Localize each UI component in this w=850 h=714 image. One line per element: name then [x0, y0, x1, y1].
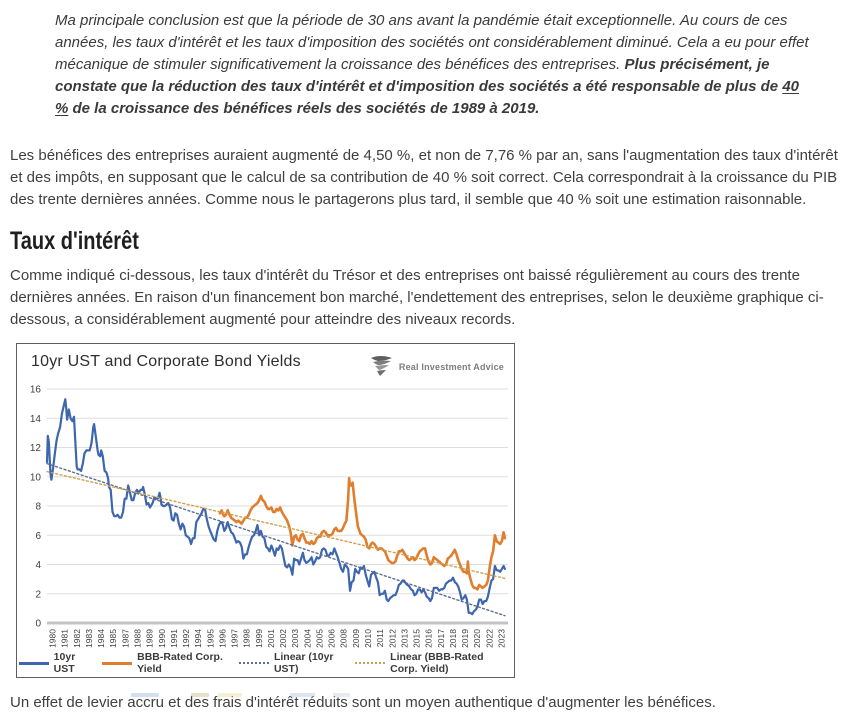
svg-text:2002: 2002: [278, 629, 289, 648]
svg-text:2012: 2012: [387, 629, 398, 648]
svg-text:1988: 1988: [132, 629, 143, 648]
legend-label: BBB-Rated Corp. Yield: [137, 651, 223, 675]
series-linear-bbb-corp: [47, 472, 505, 579]
chart-logo: [368, 355, 504, 379]
svg-text:2023: 2023: [496, 629, 507, 648]
svg-text:1987: 1987: [120, 629, 131, 648]
cutoff-text-fragment: [191, 693, 209, 697]
series-10yr-ust: [47, 399, 505, 614]
svg-text:2001: 2001: [265, 629, 276, 648]
svg-text:2016: 2016: [423, 629, 434, 648]
legend-item-linear-10yr-ust: [239, 651, 342, 675]
legend-label: Linear (10yr UST): [273, 651, 334, 675]
svg-text:6: 6: [35, 530, 41, 542]
svg-text:12: 12: [29, 443, 41, 454]
chart-title: 10yr UST and Corporate Bond Yields: [31, 353, 301, 370]
svg-text:10: 10: [29, 472, 41, 484]
svg-text:14: 14: [29, 413, 41, 425]
quote-underlined-value: 40 %: [55, 78, 800, 117]
svg-text:2013: 2013: [399, 629, 410, 648]
legend-item-linear-bbb-corp: [355, 651, 512, 675]
svg-text:1999: 1999: [253, 629, 264, 648]
svg-text:2008: 2008: [338, 629, 349, 648]
paragraph-earnings: Les bénéfices des entreprises auraient augmenté de 4,50 %, et non de 7,76 % par an, sans l'augmentation des taux d'intérêt et des impôts, en supposant que le calcul de sa contribution de 40 % soit correct. Cela correspondrait à la croissance du PIB des trente dernières années. Comme nous le partagerons plus tard, il semble que 40 % soit une estimation raisonnable.: [10, 147, 838, 208]
legend-line-sample: [102, 662, 132, 665]
legend-label: 10yr UST: [53, 651, 76, 675]
quote-block: [55, 10, 814, 120]
svg-text:16: 16: [29, 384, 41, 396]
svg-text:2018: 2018: [447, 629, 458, 648]
legend-label: Linear (BBB-Rated Corp. Yield): [390, 651, 484, 675]
legend-item-bbb-corp: [102, 651, 226, 675]
svg-text:2004: 2004: [302, 629, 313, 648]
svg-text:1995: 1995: [205, 629, 216, 648]
quote-normal-text: Ma principale conclusion est que la période de 30 ans avant la pandémie était exceptionnelle. Au cours de ces années, les taux d'intérêt et les taux d'imposition des sociétés ont considérablement diminué. Cela a eu pour effet mécanique de stimuler significativement la croissance des bénéfices des entreprises.: [55, 12, 809, 73]
svg-text:1991: 1991: [168, 629, 179, 648]
cutoff-next-content: [0, 691, 850, 698]
svg-text:2: 2: [35, 589, 41, 601]
svg-text:8: 8: [35, 501, 41, 513]
svg-text:2015: 2015: [411, 629, 422, 648]
svg-text:1990: 1990: [156, 629, 167, 648]
svg-text:2020: 2020: [472, 629, 483, 648]
paragraph-rates-intro: Comme indiqué ci-dessous, les taux d'intérêt du Trésor et des entreprises ont baissé régulièrement au cours des trente dernières années. En raison d'un financement bon marché, l'endettement des entreprises, selon le deuxième graphique ci-dessous, a considérablement augmenté pour atteindre des niveaux records.: [10, 267, 824, 328]
svg-text:1980: 1980: [47, 629, 58, 648]
legend-line-sample: [239, 662, 269, 664]
svg-text:2017: 2017: [435, 629, 446, 648]
cutoff-text-fragment: [333, 693, 350, 697]
svg-text:1989: 1989: [144, 629, 155, 648]
legend-item-10yr-ust: [19, 651, 89, 675]
cutoff-text-fragment: [131, 693, 159, 697]
svg-text:1982: 1982: [71, 629, 82, 648]
cutoff-text-fragment: [290, 693, 315, 697]
legend-line-sample: [19, 662, 49, 665]
svg-text:1983: 1983: [83, 629, 94, 648]
cutoff-text-fragment: [218, 693, 242, 697]
svg-text:4: 4: [35, 560, 41, 571]
legend-line-sample: [355, 662, 385, 664]
svg-text:2003: 2003: [290, 629, 301, 648]
chart-legend: [19, 651, 512, 675]
svg-text:1996: 1996: [217, 629, 228, 648]
svg-text:2005: 2005: [314, 629, 325, 648]
chart-canvas: [21, 383, 513, 651]
series-linear-10yr-ust: [47, 464, 505, 616]
svg-text:1981: 1981: [59, 629, 70, 648]
ria-eagle-icon: [368, 355, 394, 379]
quote-bold-tail: de la croissance des bénéfices réels des sociétés de 1989 à 2019.: [68, 100, 540, 117]
svg-text:2006: 2006: [326, 629, 337, 648]
svg-text:2010: 2010: [362, 629, 373, 648]
svg-text:0: 0: [35, 618, 41, 630]
svg-text:1984: 1984: [96, 629, 107, 648]
svg-text:1997: 1997: [229, 629, 240, 648]
svg-text:2009: 2009: [350, 629, 361, 648]
section-heading-interest-rates: Taux d'intérêt: [10, 227, 139, 255]
bond-yields-chart-figure: [16, 343, 515, 678]
svg-text:1992: 1992: [181, 629, 192, 648]
svg-text:2022: 2022: [484, 629, 495, 648]
paragraph-leverage: Un effet de levier accru et des frais d'intérêt réduits sont un moyen authentique d'augmenter les bénéfices.: [10, 694, 716, 711]
svg-text:2011: 2011: [375, 629, 386, 648]
quote-bold-text: Plus précisément, je constate que la réduction des taux d'intérêt et d'imposition des sociétés a été responsable de plus de: [55, 56, 783, 95]
chart-header: [19, 349, 512, 383]
svg-text:1994: 1994: [193, 629, 204, 648]
svg-text:1998: 1998: [241, 629, 252, 648]
chart-logo-text: Real Investment Advice: [398, 362, 504, 372]
svg-text:1985: 1985: [108, 629, 119, 648]
svg-text:2019: 2019: [460, 629, 471, 648]
